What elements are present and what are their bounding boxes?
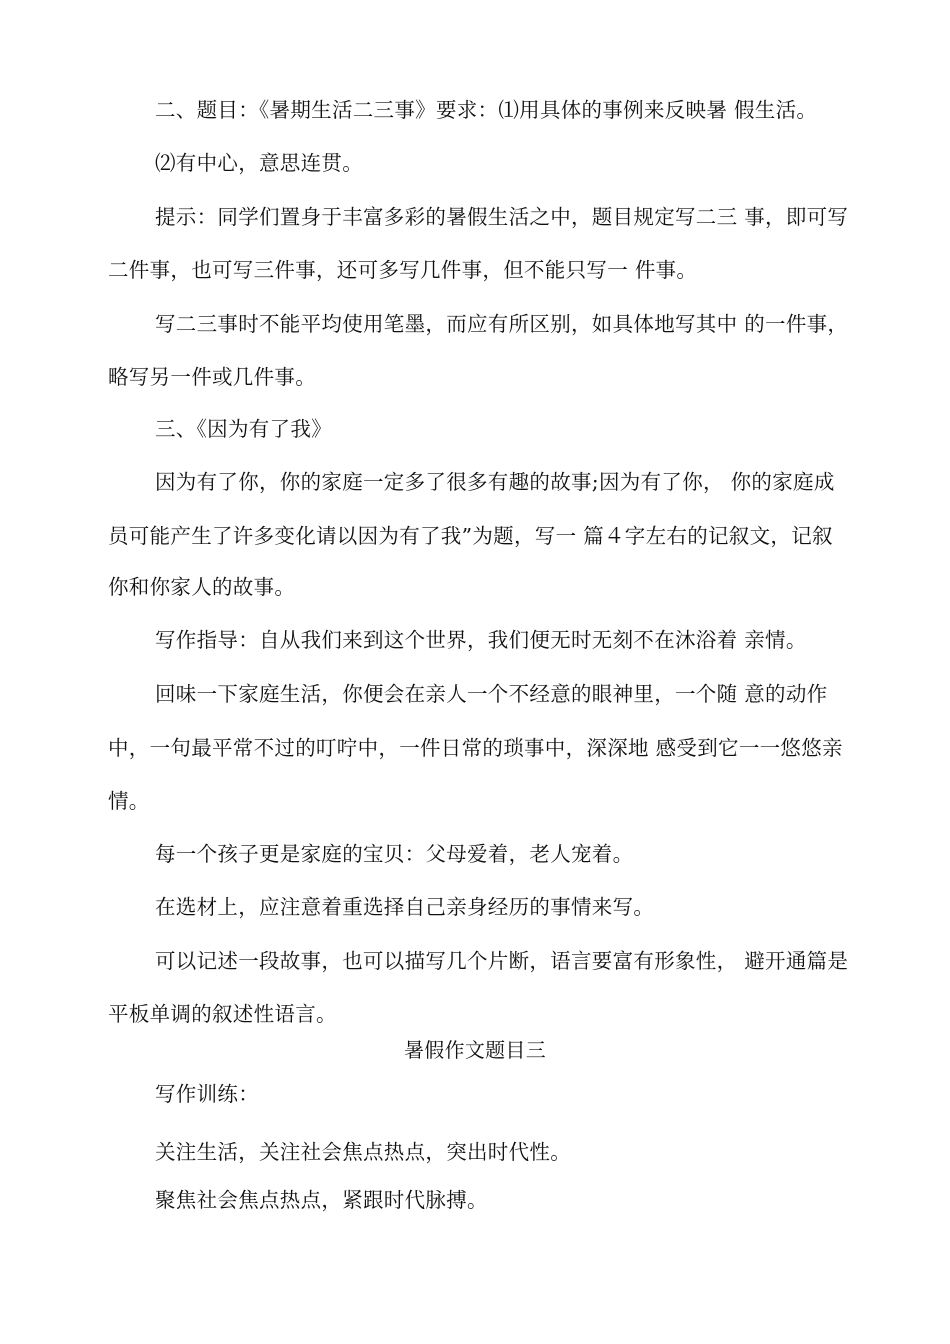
text-line: 可以记述一段故事，也可以描写几个片断，语言要富有形象性， 避开通篇是 [155, 949, 849, 973]
text-line: 因为有了你，你的家庭一定多了很多有趣的故事;因为有了你， 你的家庭成 [155, 470, 835, 494]
text-line: 二、题目：《暑期生活二三事》要求：⑴用具体的事例来反映暑 假生活。 [155, 98, 818, 122]
text-line: 你和你家人的故事。 [108, 575, 296, 599]
text-line: 提示：同学们置身于丰富多彩的暑假生活之中，题目规定写二三 事，即可写 [155, 205, 849, 229]
text-line: 每一个孩子更是家庭的宝贝：父母爱着，老人宠着。 [155, 842, 634, 866]
section-heading: 三、《因为有了我》 [155, 417, 332, 441]
text-line: 回味一下家庭生活，你便会在亲人一个不经意的眼神里，一个随 意的动作 [155, 682, 828, 706]
text-line: 在选材上，应注意着重选择自己亲身经历的事情来写。 [155, 895, 655, 919]
text-line: 写作训练： [155, 1082, 259, 1106]
text-line: 写二三事时不能平均使用笔墨，而应有所区别，如具体地写其中 的一件事， [155, 312, 849, 336]
text-line: 略写另一件或几件事。 [108, 365, 316, 389]
text-line: 关注生活，关注社会焦点热点，突出时代性。 [155, 1140, 571, 1164]
text-line: 二件事，也可写三件事，还可多写几件事，但不能只写一 件事。 [108, 258, 698, 282]
text-line: 中，一句最平常不过的叮咛中，一件日常的琐事中，深深地 感受到它一一悠悠亲 [108, 736, 843, 760]
text-line: 员可能产生了许多变化请以因为有了我”为题，写一 篇４字左右的记叙文，记叙 [108, 524, 833, 548]
text-line: 平板单调的叙述性语言。 [108, 1002, 337, 1026]
text-line: 情。 [108, 789, 150, 813]
text-line: 写作指导：自从我们来到这个世界，我们便无时无刻不在沐浴着 亲情。 [155, 628, 807, 652]
section-title: 暑假作文题目三 [403, 1038, 547, 1062]
text-line: ⑵有中心，意思连贯。 [155, 151, 363, 175]
text-line: 聚焦社会焦点热点，紧跟时代脉搏。 [155, 1188, 488, 1212]
